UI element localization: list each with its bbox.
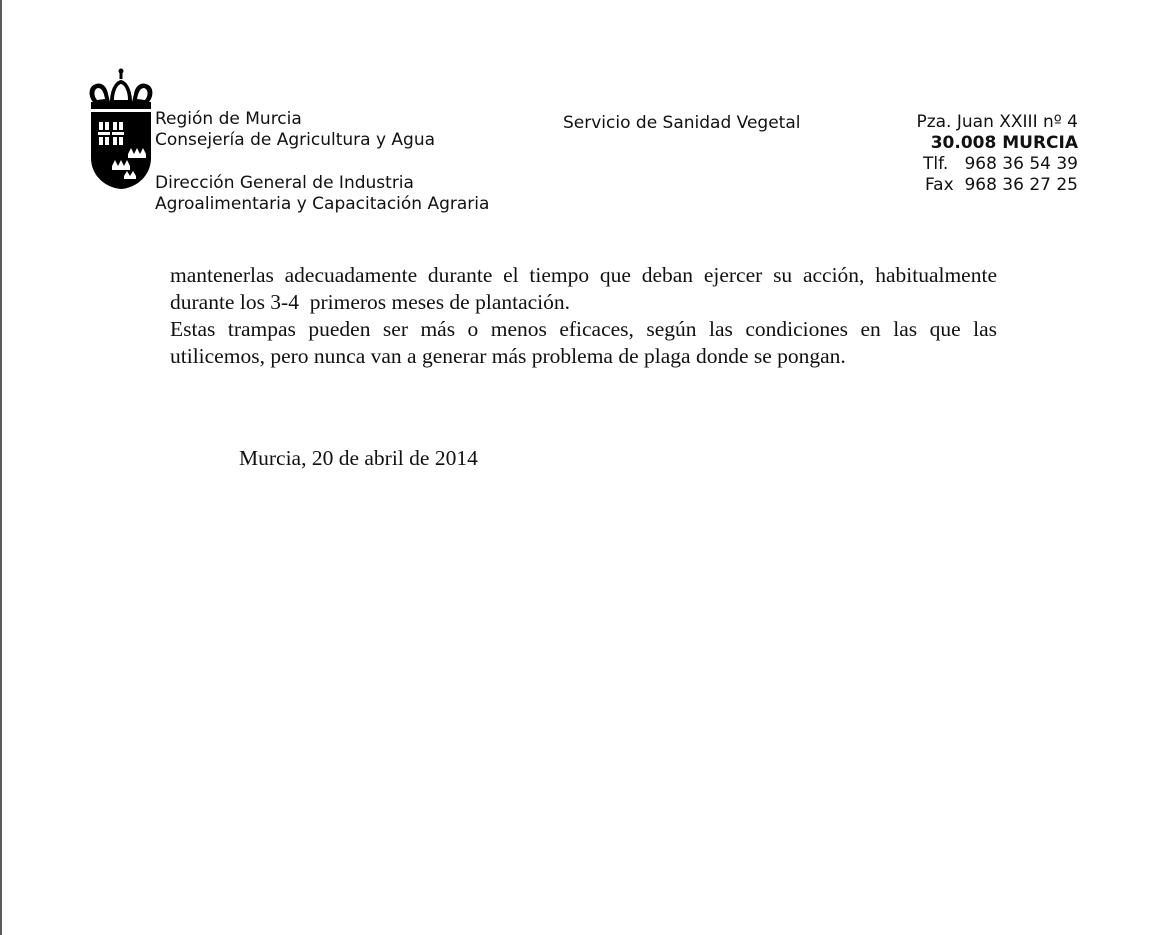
directorate-line-1: Dirección General de Industria [155,173,414,193]
region-name: Región de Murcia [155,109,302,129]
body-paragraph: Estas trampas pueden ser más o menos eficaces, según las condiciones en las que las utilicemos, pero nunca van a generar más problema de plaga donde se pongan. [170,317,997,368]
date-line: Murcia, 20 de abril de 2014 [239,446,478,470]
address-phone: Tlf. 968 36 54 39 [922,154,1078,174]
letter-body [170,262,1003,370]
service-name: Servicio de Sanidad Vegetal [563,113,801,133]
address-city: 30.008 MURCIA [930,133,1078,153]
region-coat-of-arms-logo [88,68,154,192]
body-paragraph: mantenerlas adecuadamente durante el tiempo que deban ejercer su acción, habitualmente durante los 3-4 primeros meses de plantación. [170,263,1003,314]
directorate-block [155,173,489,215]
department-name: Consejería de Agricultura y Agua [155,130,436,150]
directorate-line-2: Agroalimentaria y Capacitación Agraria [155,194,490,214]
address-fax: Fax 968 36 27 25 [924,175,1078,195]
address-street: Pza. Juan XXIII nº 4 [916,112,1078,132]
address-block [862,112,1078,196]
organization-block [155,109,435,151]
